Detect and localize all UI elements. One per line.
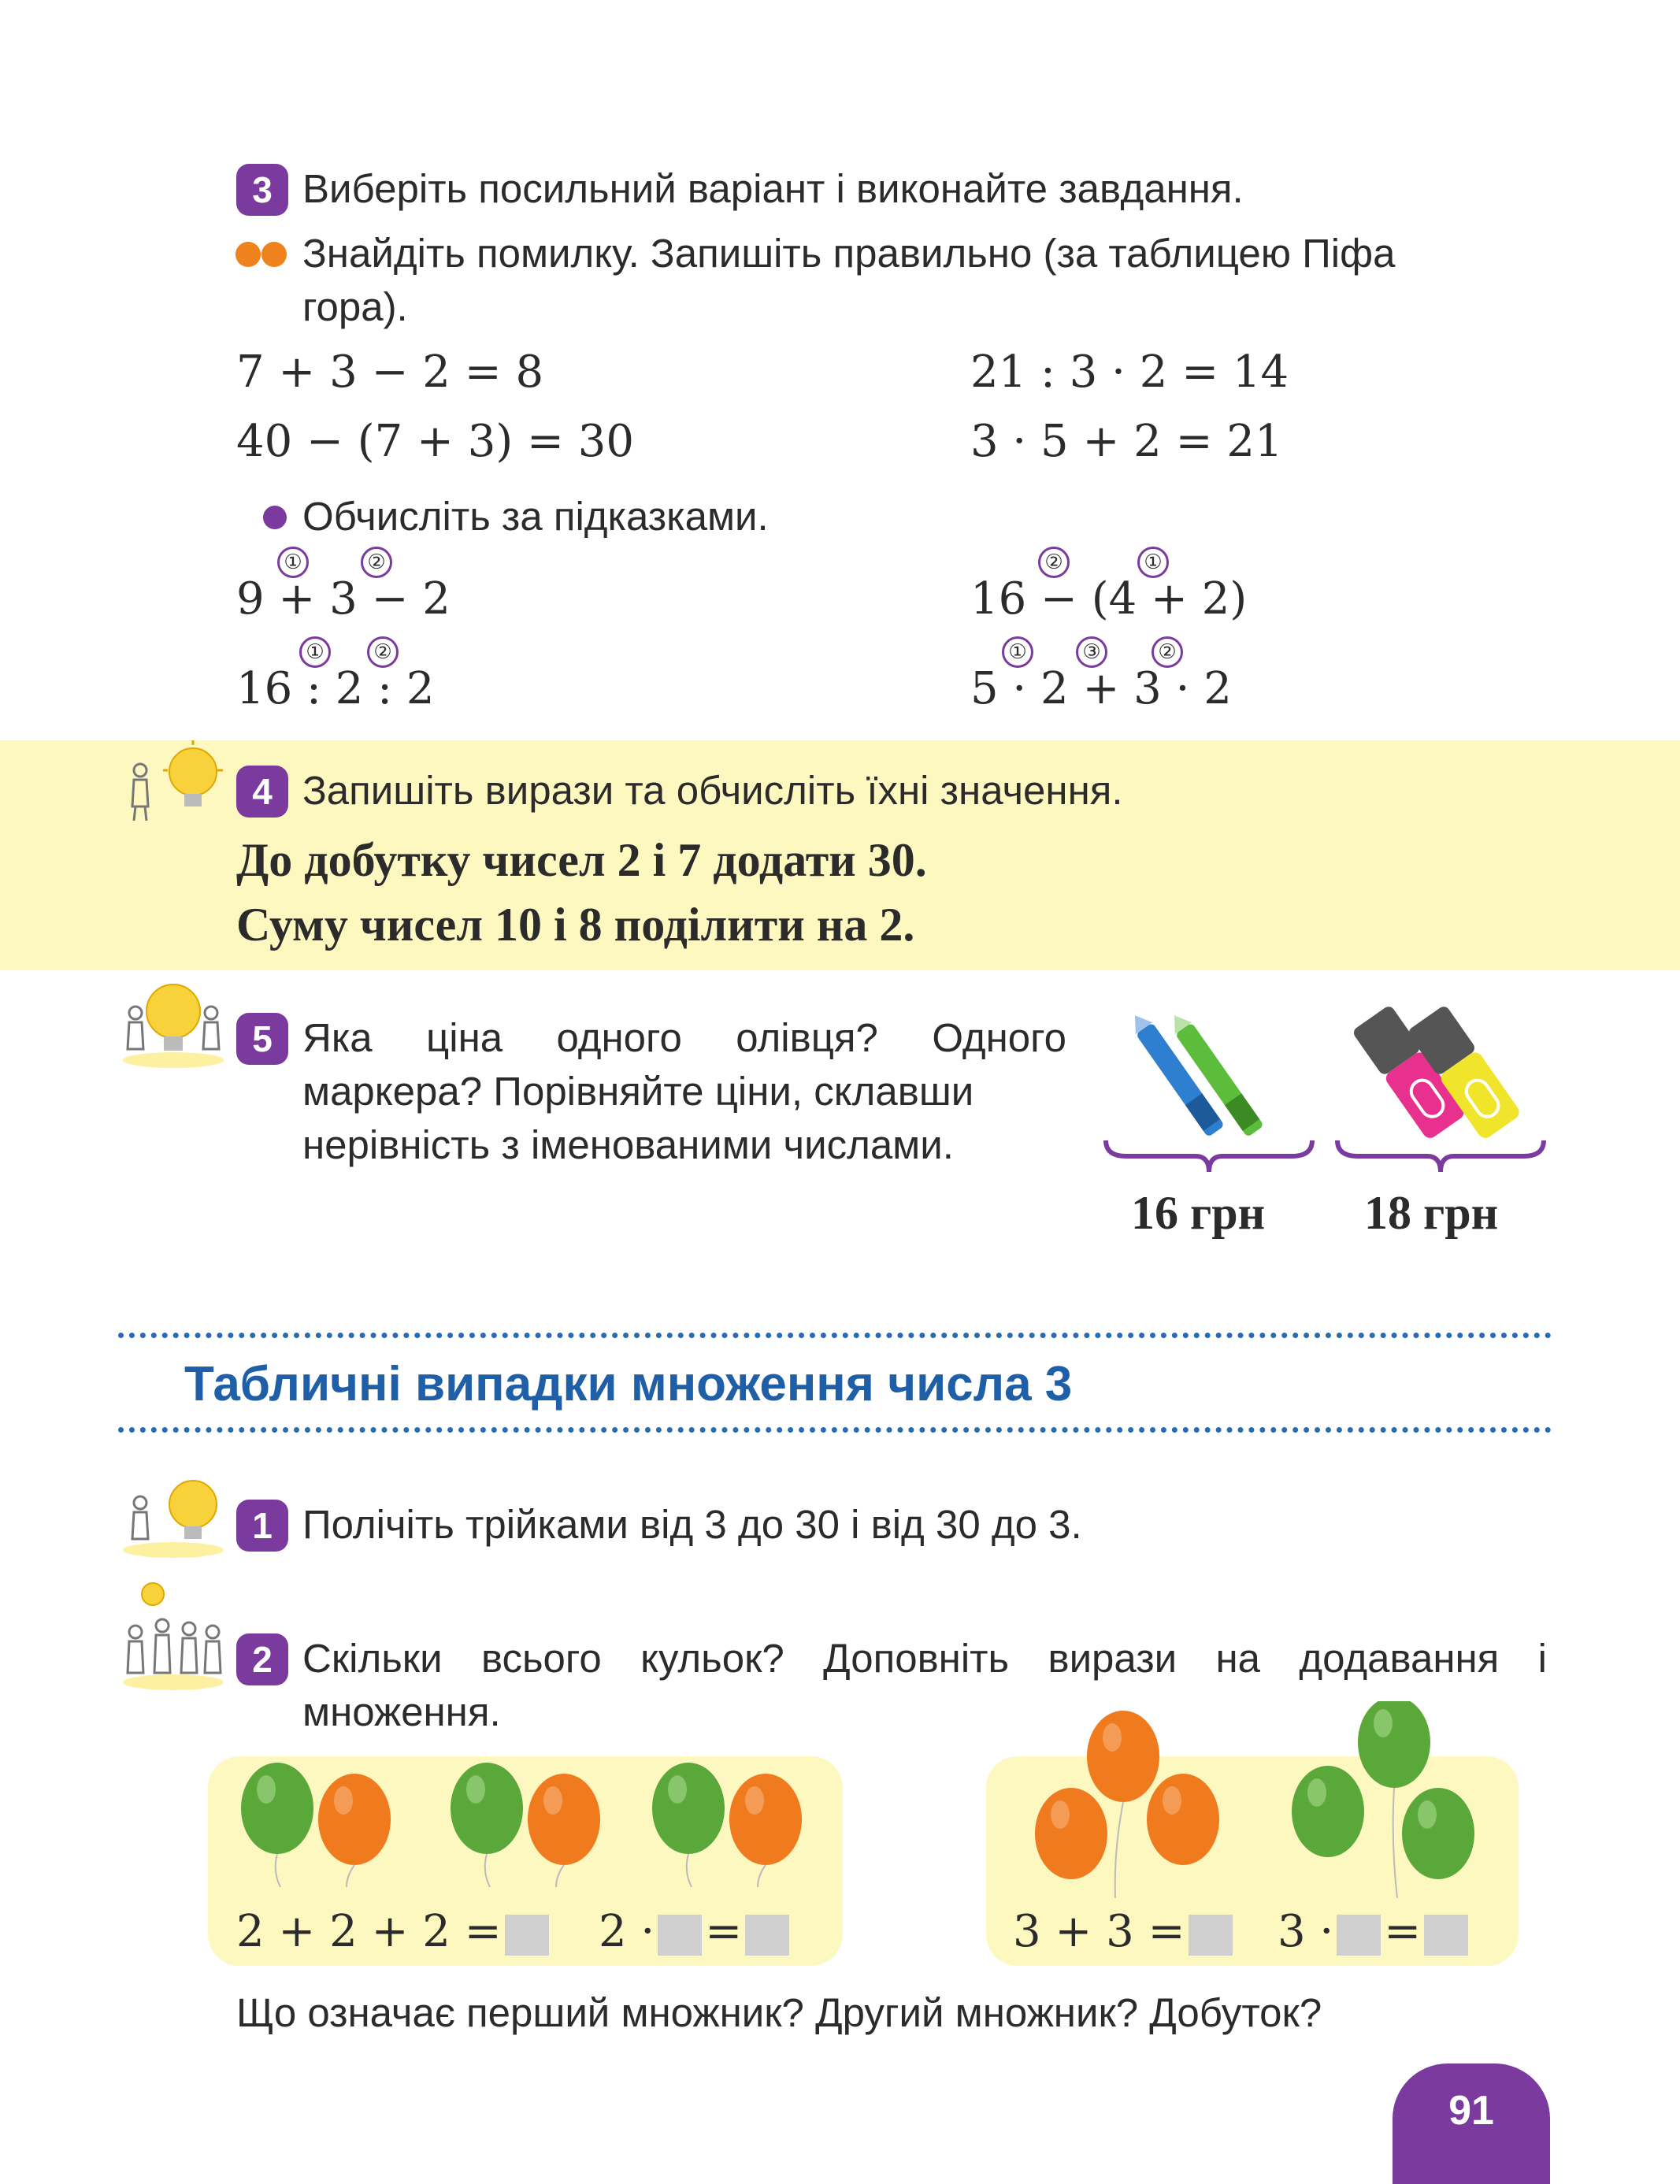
brace bbox=[1334, 1136, 1547, 1175]
equation: 40 − (7 + 3) = 30 bbox=[236, 416, 635, 467]
section-divider bbox=[118, 1333, 1552, 1338]
answer-box[interactable] bbox=[658, 1915, 702, 1956]
expression-addition bbox=[1013, 1906, 1236, 1957]
expression-text: 2 · bbox=[599, 1906, 655, 1957]
pencils-image bbox=[1126, 1000, 1284, 1150]
task-text: Обчисліть за підказками. bbox=[302, 494, 769, 539]
order-mark: ② bbox=[361, 547, 392, 578]
answer-box[interactable] bbox=[1337, 1915, 1381, 1956]
task-number-badge: 2 bbox=[236, 1633, 288, 1685]
order-mark: ② bbox=[1152, 636, 1183, 668]
task-text: Знайдіть помилку. Запишіть правильно (за таблицею Піфа bbox=[302, 231, 1396, 276]
expression-addition bbox=[236, 1906, 552, 1957]
balloons-image bbox=[1021, 1701, 1525, 1898]
task-text: гора). bbox=[302, 284, 408, 329]
answer-box[interactable] bbox=[1189, 1915, 1233, 1956]
hint-expression: 16 : 2 : 2 bbox=[236, 663, 435, 714]
question-text: Що означає перший множник? Другий множник? Добуток? bbox=[236, 1990, 1322, 2035]
equation: 7 + 3 − 2 = 8 bbox=[236, 347, 544, 398]
task-text: множення. bbox=[302, 1689, 501, 1734]
task-number-badge: 5 bbox=[236, 1013, 288, 1065]
balloons-image bbox=[228, 1753, 827, 1887]
task-text: маркера? Порівняйте ціни, склавши bbox=[302, 1069, 974, 1114]
expression-text: 2 + 2 + 2 = bbox=[236, 1906, 502, 1957]
price-label: 18 грн bbox=[1364, 1187, 1499, 1239]
difficulty-level-2-icon bbox=[235, 241, 290, 268]
task-text: Скільки всього кульок? Доповніть вирази на додавання і bbox=[302, 1636, 1547, 1681]
task-title: Запишіть вирази та обчисліть їхні значення. bbox=[302, 768, 1123, 813]
hint-expression: 5 · 2 + 3 · 2 bbox=[970, 663, 1232, 714]
task-text: нерівність з іменованими числами. bbox=[302, 1122, 954, 1167]
markers-image bbox=[1348, 997, 1530, 1147]
answer-box[interactable] bbox=[505, 1915, 549, 1956]
order-mark: ① bbox=[277, 547, 309, 578]
task-text: Яка ціна одного олівця? Одного bbox=[302, 1015, 1066, 1060]
pair-work-icon bbox=[118, 739, 228, 825]
equation: 21 : 3 · 2 = 14 bbox=[970, 347, 1289, 398]
order-mark: ② bbox=[1038, 547, 1070, 578]
answer-box[interactable] bbox=[1424, 1915, 1468, 1956]
section-title: Табличні випадки множення числа 3 bbox=[184, 1357, 1073, 1411]
section-divider bbox=[118, 1427, 1552, 1433]
expression-text: 3 + 3 = bbox=[1013, 1906, 1185, 1957]
order-mark: ① bbox=[1137, 547, 1169, 578]
task-text: Полічіть трійками від 3 до 30 і від 30 до 3. bbox=[302, 1502, 1082, 1547]
brace bbox=[1103, 1136, 1315, 1175]
task-title: Виберіть посильний варіант і виконайте завдання. bbox=[302, 166, 1244, 211]
hint-expression: 9 + 3 − 2 bbox=[236, 573, 451, 625]
equation: 3 · 5 + 2 = 21 bbox=[970, 416, 1283, 467]
task-number-badge: 1 bbox=[236, 1500, 288, 1552]
price-label: 16 грн bbox=[1131, 1187, 1266, 1239]
task-line: До добутку чисел 2 і 7 додати 30. bbox=[236, 834, 927, 886]
order-mark: ③ bbox=[1076, 636, 1107, 668]
difficulty-level-1-icon bbox=[261, 504, 288, 531]
task-number-badge: 3 bbox=[236, 164, 288, 216]
order-mark: ① bbox=[299, 636, 331, 668]
expression-multiplication bbox=[599, 1906, 792, 1957]
pair-work-icon bbox=[118, 1471, 228, 1558]
task-line: Суму чисел 10 і 8 поділити на 2. bbox=[236, 899, 915, 951]
group-work-icon bbox=[118, 973, 228, 1068]
task-number-badge: 4 bbox=[236, 766, 288, 818]
expression-multiplication bbox=[1278, 1906, 1471, 1957]
hint-expression: 16 − (4 + 2) bbox=[970, 573, 1248, 625]
expression-text: = bbox=[705, 1906, 743, 1957]
order-mark: ① bbox=[1002, 636, 1033, 668]
answer-box[interactable] bbox=[745, 1915, 789, 1956]
page-number: 91 bbox=[1393, 2063, 1550, 2184]
group-work-icon bbox=[118, 1580, 228, 1690]
expression-text: 3 · bbox=[1278, 1906, 1334, 1957]
order-mark: ② bbox=[367, 636, 399, 668]
expression-text: = bbox=[1384, 1906, 1422, 1957]
